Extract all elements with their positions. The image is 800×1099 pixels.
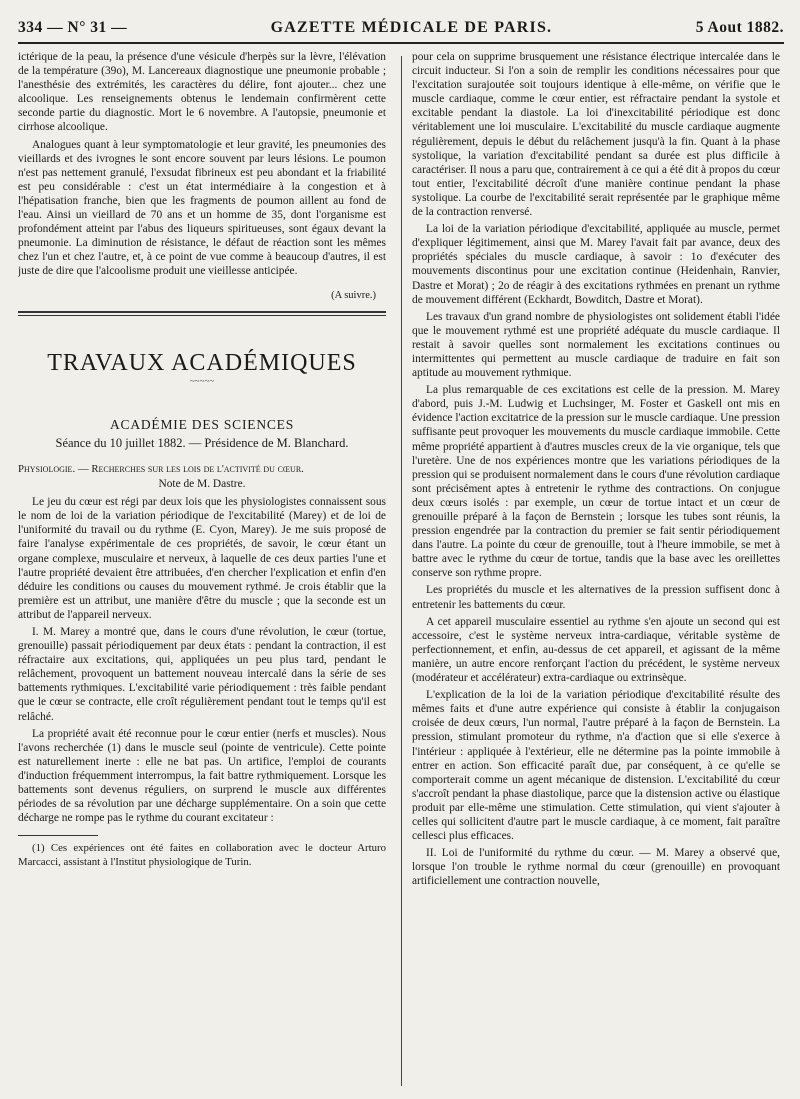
ornament-divider: ~~~~~ <box>189 375 215 386</box>
journal-title: GAZETTE MÉDICALE DE PARIS. <box>270 19 553 36</box>
right-paragraph-7: L'explication de la loi de la variation périodique d'excitabilité résulte des mêmes faits et d'une autre expérience qui consiste à établir la conjugaison croisée de deux cœurs, l'un normal, l'autre préparé à la façon de Bernstein. La pression, stimulant promoteur du rythme, n'a d'action que si elle s'exerce à l'intérieur : appliquée à l'extérieur, elle ne détermine pas la pointe immobile à entrer en action. Son efficacité paraît due, par conséquent, à ce qu'elle se comporterait comme un agent mécanique de distension. L'excitabilité du cœur s'accroît pendant la phase diastolique, parce que la distension active ou élastique produit par elle-même une stimulation. Cette stimulation, qui vient s'ajouter à celles qui sollicitent d'autre part le muscle cardiaque, à ce moment, fait paraître cellesci plus efficaces. <box>412 689 780 843</box>
page-number: 334 — N° 31 — <box>18 19 128 36</box>
issue-date: 5 Aout 1882. <box>695 19 784 36</box>
column-divider <box>401 56 402 1086</box>
physiology-heading: Physiologie. — Recherches sur les lois de l'activité du cœur. <box>18 462 304 475</box>
right-column <box>412 50 780 1090</box>
section-divider-thin <box>18 315 386 316</box>
left-paragraph-4: I. M. Marey a montré que, dans le cours d'une révolution, le cœur (tortue, grenouille) passait périodiquement par deux états : pendant la contraction, il est réfractaire aux excitations, qui, appliquées un peu plus tard, pendant le relâchement, provoquent un battement nouveau intercalé dans la série de ses battements rythmiques. L'excitabilité varie périodiquement : très faible pendant que le cœur se contracte, elle croît régulièrement pendant tout le temps qu'il est relâché. <box>18 626 386 723</box>
section-title-travaux: TRAVAUX ACADÉMIQUES <box>47 349 357 376</box>
session-line: Séance du 10 juillet 1882. — Présidence de M. Blanchard. <box>55 435 349 450</box>
footnote-rule <box>18 835 98 836</box>
note-author: Note de M. Dastre. <box>158 478 246 491</box>
right-paragraph-3: Les travaux d'un grand nombre de physiologistes ont solidement établi l'idée que le mouvement rythmé est une propriété adéquate du muscle cardiaque. Il restait à savoir quelles sont normalement les excitations continues ou intermittentes qui permettent au muscle cardiaque de traduire en fait son aptitude au mouvement rythmique. <box>412 310 780 380</box>
left-paragraph-5: La propriété avait été reconnue pour le cœur entier (nerfs et muscles). Nous l'avons recherchée (1) dans le muscle seul (pointe de ventricule). Cette pointe est naturellement inerte : elle ne bat pas. Un artifice, l'emploi de courants d'induction fréquemment interrompus, la fait battre rythmiquement. Lorsque les battements sont devenus réguliers, on surprend le muscle aux différentes périodes de sa révolution par une décharge supplémentaire. On a soin que cette décharge ne rompe pas le rythme du courant excitateur : <box>18 727 386 825</box>
right-paragraph-8: II. Loi de l'uniformité du rythme du cœur. — M. Marey a observé que, lorsque l'on trouble le rythme normal du cœur (grenouille) en provoquant artificiellement une contraction nouvelle, <box>412 847 780 888</box>
to-be-continued: (A suivre.) <box>331 289 376 301</box>
right-paragraph-6: A cet appareil musculaire essentiel au rythme s'en ajoute un second qui est accessoire, c'est le système nerveux intra-cardiaque, véritable système de perfectionnement, et enfin, au-dessus de cet appareil, et agissant de la même manière, un autre encore renforçant l'action du précédent, le système nerveux (modérateur et accélérateur) extra-cardiaque ou extrinsèque. <box>412 615 780 685</box>
footnote: (1) Ces expériences ont été faites en collaboration avec le docteur Arturo Marcacci, assistant à l'Institut physiologique de Turin. <box>18 842 386 868</box>
right-paragraph-1: pour cela on supprime brusquement une résistance électrique intercalée dans le circuit inducteur. Si l'on a soin de remplir les conditions nécessaires pour que l'excitation surajoutée soit toujours identique à elle-même, on vérifie que le muscle cardiaque, comme le cœur entier, est réfractaire pendant la systole et excitable pendant la diastole. La loi d'inexcitabilité périodique est donc véritablement une loi musculaire. L'excitabilité du muscle cardiaque augmente régulièrement, depuis le début du relâchement jusqu'à la fin. Quant à la phase systolique, la variation d'excitabilité pendant sa durée est plus difficile à caractériser. Il nous a paru que, contrairement à ce qui a été dit à propos du cœur tout entier, l'excitabilité décroît d'une manière continue pendant la phase systolique. La courbe de l'excitabilité serait représentée par le graphique même de la contraction renversé. <box>412 51 780 219</box>
section-divider-thick <box>18 311 386 313</box>
article-columns <box>18 50 784 1090</box>
right-paragraph-4: La plus remarquable de ces excitations est celle de la pression. M. Marey d'abord, puis J.-M. Ludwig et Luchsinger, M. Foster et Gaskell ont mis en évidence l'action excitatrice de la pression sur le muscle cardiaque. Une pression suffisante peut provoquer les mouvements du muscle cardiaque immobile. Cette même propriété appartient à d'autres muscles creux de la vie organique, tels que l'uretère. Une de nos expériences montre que les variations périodiques de la pression qui se produisent normalement dans le cours d'une révolution cardiaque sont précisément aptes à entretenir le rythme des contractions. On conjugue deux cœurs isolés : par exemple, un cœur de tortue intact et un cœur de grenouille préparé à la façon de Bernstein ; lorsque les tubes sont réunis, la pression engendrée par la contraction du premier se fait sentir périodiquement dans l'autre. La pointe du cœur de grenouille, tout à l'heure immobile, se met à battre avec le rythme du cœur de tortue, tandis que la base avec les oreillettes conserve son rythme propre. <box>412 384 780 580</box>
right-paragraph-2: La loi de la variation périodique d'excitabilité, appliquée au muscle, permet d'expliquer légitimement, ainsi que M. Marey l'avait fait par avance, deux des propriétés spéciales du muscle cardiaque, à savoir : 1o d'exécuter des mouvements discontinus pour une excitation continue (Heidenhain, Ranvier, Dastre et Morat) ; 2o de réagir à des excitations rythmées en prenant un rythme de mouvement différent (Eckhardt, Bowditch, Dastre et Morat). <box>412 223 780 306</box>
left-paragraph-2: Analogues quant à leur symptomatologie et leur gravité, les pneumonies des vieillards et des ivrognes le sont encore souvent par leurs lésions. Le poumon n'est pas nettement granulé, l'exsudat fibrineux est peu abondant et la friabilité est peu considérable : c'est un état intermédiaire à la congestion et à l'hépatisation franche, bien que les fragments de poumon aillent au fond de l'eau. Ainsi un vieillard de 70 ans et un homme de 35, dont l'organisme est profondément atteint par l'abus des liqueurs spiritueuses, sont égaux devant la pneumonie. La diminution de résistance, le défaut de réaction sont les mêmes chez l'un et chez l'autre, et, à ce point de vue comme à beaucoup d'autres, il est juste de dire que l'alcoolisme produit une vieillesse anticipée. <box>18 138 386 278</box>
left-column <box>18 50 386 1090</box>
right-paragraph-5: Les propriétés du muscle et les alternatives de la pression suffisent donc à entretenir les battements du cœur. <box>412 584 780 611</box>
page-header <box>18 14 784 44</box>
left-paragraph-1: ictérique de la peau, la présence d'une vésicule d'herpès sur la lèvre, l'élévation de la température (39o), M. Lancereaux diagnostique une pneumonie probable ; l'anesthésie des extrémités, les caractères du délire, font ajouter... chez une alcoolique. Les renseignements obtenus le lendemain confirmèrent cette seconde partie du diagnostic. Mort le 6 novembre. A l'autopsie, pneumonie et cirrhose alcoolique. <box>18 51 386 134</box>
academy-heading: ACADÉMIE DES SCIENCES <box>109 416 295 432</box>
left-paragraph-3: Le jeu du cœur est régi par deux lois que les physiologistes connaissent sous le nom de loi de la variation périodique de l'excitabilité (Marey) et de loi de l'uniformité du travail ou du rythme (E. Cyon, Marey). Je me suis proposé de faire l'analyse expérimentale de ces propriétés, de savoir, le cœur étant un organe complexe, musculaire et nerveux, à laquelle de ces deux parties l'une et l'autre propriété devaient être attribuées, d'en chercher l'explication et enfin d'en déduire les conditions ou causes du mouvement rythmé. Je crois établir que la première est un attribut, une manière d'être du muscle ; que la seconde est un attribut de l'appareil nerveux. <box>18 496 386 621</box>
